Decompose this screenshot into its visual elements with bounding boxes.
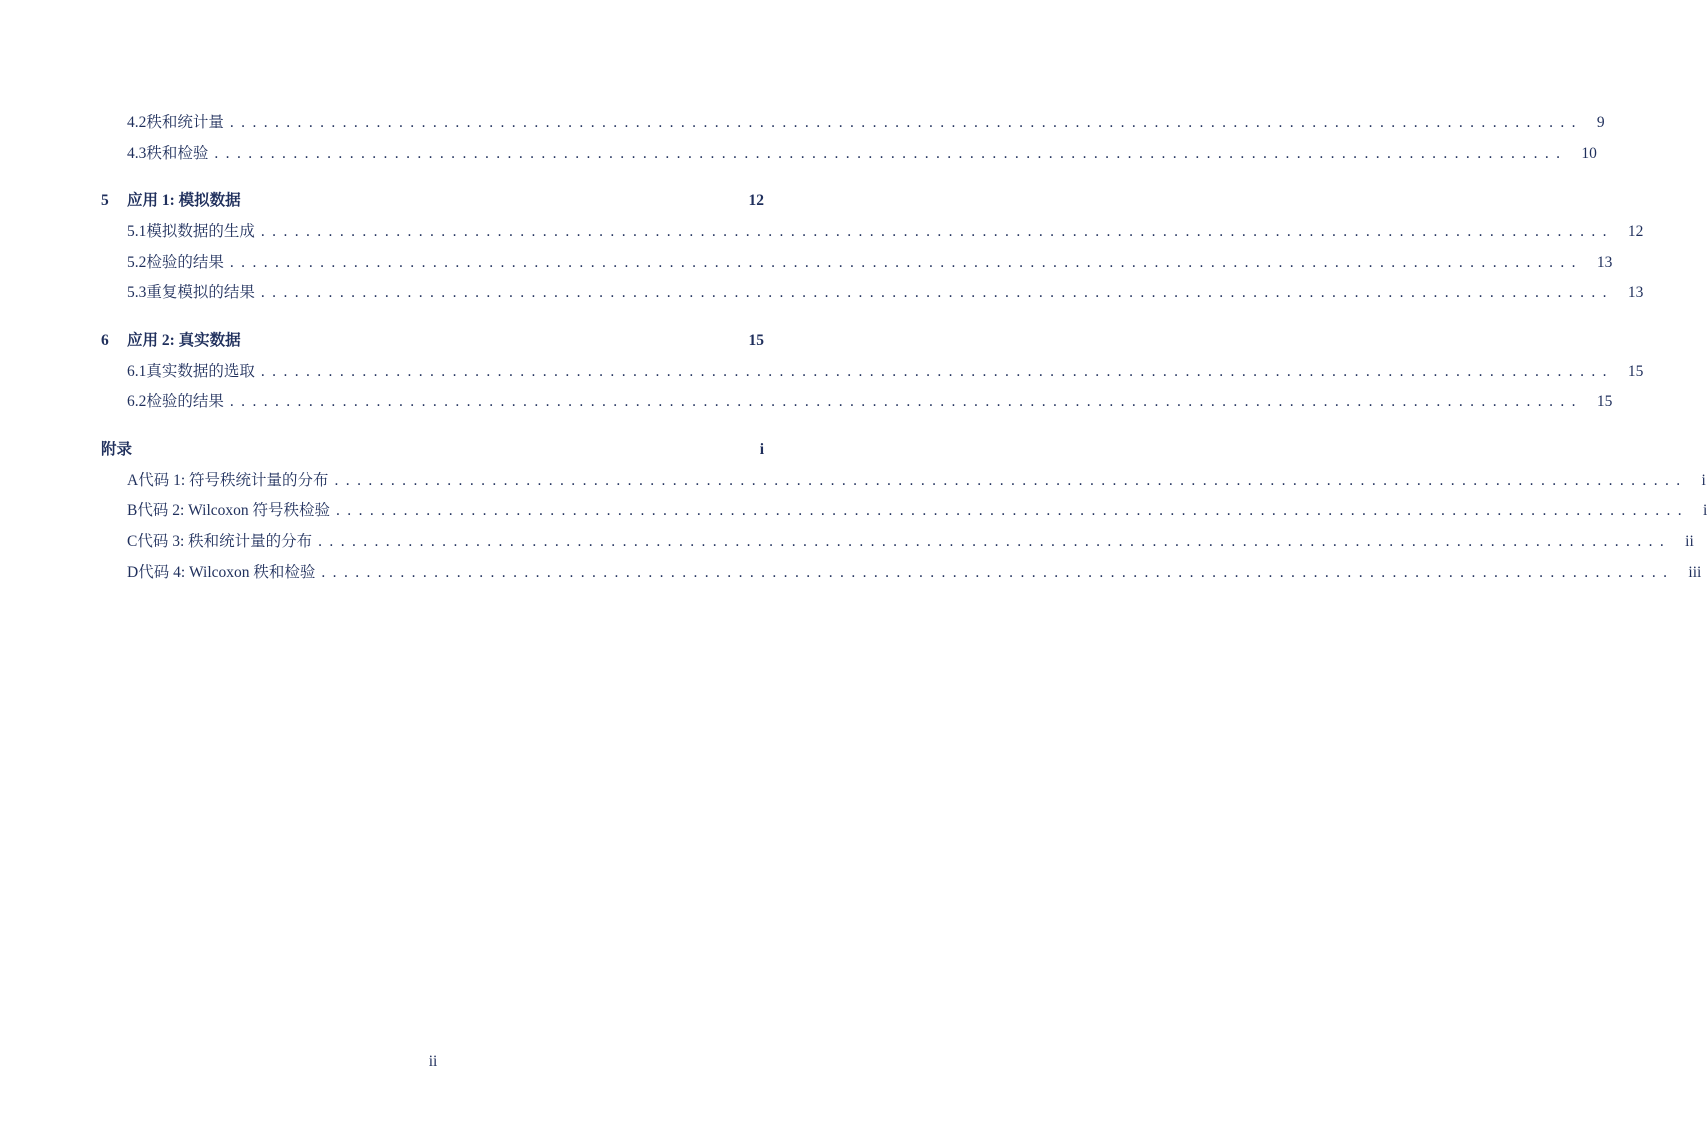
page-number: ii xyxy=(428,1053,438,1070)
toc-entry-page: 12 xyxy=(1627,223,1644,240)
toc-section[interactable] xyxy=(101,188,764,212)
toc-entry-title: 代码 1: 符号秩统计量的分布 xyxy=(138,472,329,489)
toc-entry[interactable] xyxy=(127,219,1644,243)
dot-leader: ........................................................................................................................ xyxy=(260,363,1614,380)
toc-entry-title: 真实数据的选取 xyxy=(146,363,255,380)
toc-entry-page: iii xyxy=(1688,564,1702,581)
toc-entry[interactable] xyxy=(127,468,1706,492)
toc-section-title: 应用 2: 真实数据 xyxy=(127,332,241,349)
dot-leader: ........................................................................................................................ xyxy=(229,254,1583,271)
toc-section-page: i xyxy=(759,441,764,458)
toc-section-page: 12 xyxy=(748,192,764,209)
toc-entry-page: 13 xyxy=(1627,284,1644,301)
toc-section-title: 应用 1: 模拟数据 xyxy=(127,192,241,209)
toc-entry-number: 6.2 xyxy=(127,393,147,410)
toc-entry[interactable] xyxy=(127,529,1694,553)
toc-entry-title: 秩和统计量 xyxy=(146,114,224,131)
toc-section-title: 附录 xyxy=(101,441,133,458)
toc-entry-title: 检验的结果 xyxy=(146,254,224,271)
toc-entry-title: 重复模拟的结果 xyxy=(146,284,255,301)
toc-entry-page: 15 xyxy=(1627,363,1644,380)
dot-leader: ........................................................................................................................ xyxy=(229,114,1583,131)
dot-leader: ........................................................................................................................ xyxy=(334,472,1688,489)
toc-entry-number: A xyxy=(127,472,139,489)
toc-entry-page: 10 xyxy=(1581,145,1597,162)
toc-entry-number: 5.3 xyxy=(127,284,147,301)
toc-section-number: 6 xyxy=(101,332,109,349)
toc-entry[interactable] xyxy=(127,250,1613,274)
toc-entry[interactable] xyxy=(127,389,1613,413)
dot-leader: ........................................................................................................................ xyxy=(229,393,1583,410)
toc-entry-title: 代码 3: 秩和统计量的分布 xyxy=(137,533,313,550)
dot-leader: ........................................................................................................................ xyxy=(321,564,1675,581)
dot-leader: ........................................................................................................................ xyxy=(214,145,1568,162)
toc-entry-page: 9 xyxy=(1596,114,1605,131)
dot-leader: ........................................................................................................................ xyxy=(260,223,1614,240)
toc-entry-title: 模拟数据的生成 xyxy=(146,223,255,240)
toc-entry[interactable] xyxy=(127,560,1702,584)
toc-entry-page: ii xyxy=(1685,533,1694,550)
toc-section-appendix[interactable] xyxy=(101,437,764,461)
dot-leader: ........................................................................................................................ xyxy=(318,533,1672,550)
toc-entry[interactable] xyxy=(127,498,1707,522)
toc-entry-page: i xyxy=(1703,502,1707,519)
toc-entry-number: 4.2 xyxy=(127,114,147,131)
dot-leader: ........................................................................................................................ xyxy=(336,502,1690,519)
toc-entry-page: i xyxy=(1701,472,1706,489)
toc-entry-title: 代码 2: Wilcoxon 符号秩检验 xyxy=(137,502,331,519)
toc-section-page: 15 xyxy=(748,332,764,349)
toc-entry-number: D xyxy=(127,564,139,581)
toc-entry-title: 检验的结果 xyxy=(146,393,224,410)
toc-entry-number: 6.1 xyxy=(127,363,147,380)
toc-entry-page: 15 xyxy=(1596,393,1613,410)
toc-section[interactable] xyxy=(101,328,764,352)
toc-section-number: 5 xyxy=(101,192,109,209)
dot-leader: ........................................................................................................................ xyxy=(260,284,1614,301)
toc-entry-number: C xyxy=(127,533,138,550)
toc-entry-number: 5.2 xyxy=(127,254,147,271)
toc-entry[interactable] xyxy=(127,359,1644,383)
toc-entry-number: B xyxy=(127,502,138,519)
toc-entry-page: 13 xyxy=(1596,254,1613,271)
toc-entry-title: 代码 4: Wilcoxon 秩和检验 xyxy=(138,564,316,581)
toc-entry-title: 秩和检验 xyxy=(146,145,209,162)
toc-entry-number: 4.3 xyxy=(127,145,147,162)
toc-entry[interactable] xyxy=(127,141,1597,165)
toc-entry-number: 5.1 xyxy=(127,223,147,240)
toc-entry[interactable] xyxy=(127,280,1644,304)
toc-entry[interactable] xyxy=(127,110,1605,134)
